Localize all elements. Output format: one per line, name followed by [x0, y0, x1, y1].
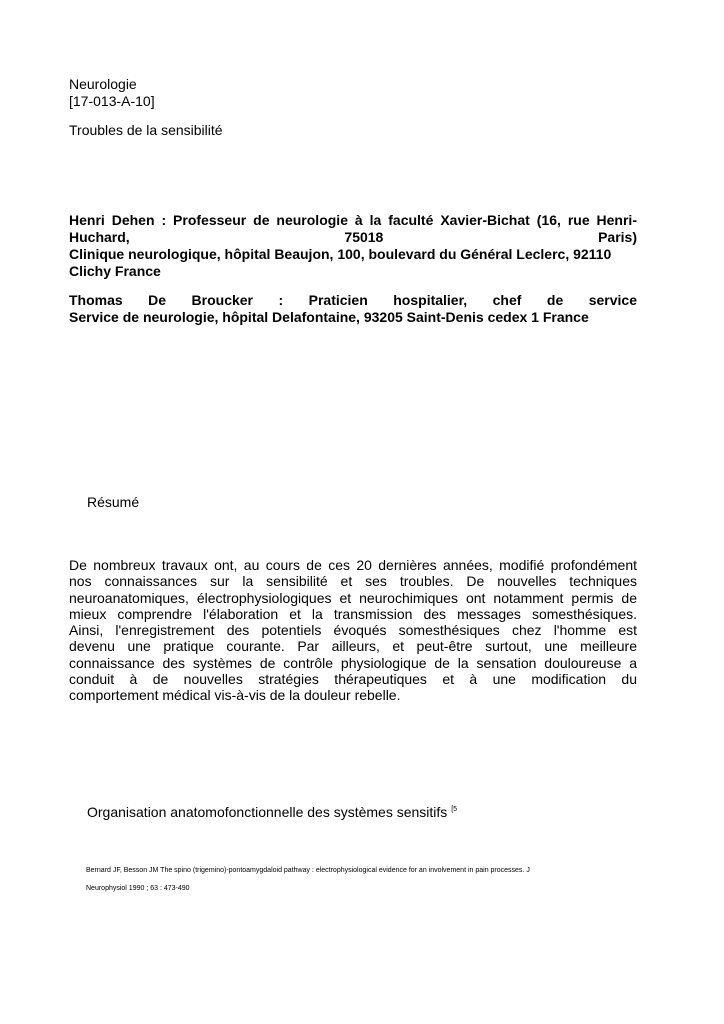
- author-2-line-1: Thomas De Broucker : Praticien hospitalier, chef de service: [69, 292, 637, 308]
- specialty-label: Neurologie: [69, 76, 137, 92]
- footnote-marker[interactable]: [5: [451, 806, 458, 813]
- article-code: [17-013-A-10]: [69, 93, 155, 109]
- reference-line-2: Neurophysiol 1990 ; 63 : 473-490: [86, 885, 190, 892]
- summary-line: De nombreux travaux ont, au cours de ces 20 dernières années, modifié profondément: [69, 557, 637, 573]
- summary-line: mieux comprendre l'élaboration et la transmission des messages somesthésiques.: [69, 605, 637, 622]
- summary-paragraph: [69, 557, 637, 704]
- author-1-line-1: Henri Dehen : Professeur de neurologie à la faculté Xavier-Bichat (16, rue Henri-: [69, 212, 637, 228]
- author-1-line-3: Clinique neurologique, hôpital Beaujon, 100, boulevard du Général Leclerc, 92110: [69, 246, 612, 262]
- author-1-line-4: Clichy France: [69, 263, 161, 279]
- section-heading: [87, 802, 457, 820]
- summary-line: comportement médical vis-à-vis de la douleur rebelle.: [69, 687, 401, 704]
- article-title: Troubles de la sensibilité: [69, 122, 223, 138]
- summary-line: devenu une pratique courante. Par ailleurs, et peut-être surtout, une meilleure: [69, 638, 637, 655]
- author-2-line-2: Service de neurologie, hôpital Delafontaine, 93205 Saint-Denis cedex 1 France: [69, 309, 589, 325]
- summary-line: nos connaissances sur la sensibilité et ses troubles. De nouvelles techniques: [69, 573, 637, 590]
- summary-line: connaissance des systèmes de contrôle physiologique de la sensation douloureuse a: [69, 654, 637, 671]
- section-heading-text: Organisation anatomofonctionnelle des systèmes sensitifs: [87, 804, 448, 820]
- author-1-line-2: Huchard, 75018 Paris): [69, 229, 637, 245]
- reference-line-1: Bernard JF, Besson JM The spino (trigemino)-pontoamygdaloid pathway : electrophysiological evidence for an involvement in pain processes. J: [86, 867, 530, 874]
- summary-heading: Résumé: [87, 494, 140, 510]
- summary-line: conduit à de nouvelles stratégies thérapeutiques et à une modification du: [69, 671, 637, 688]
- summary-line: neuroanatomiques, électrophysiologiques et neurochimiques ont notamment permis de: [69, 589, 637, 606]
- summary-line: Ainsi, l'enregistrement des potentiels évoqués somesthésiques chez l'homme est: [69, 622, 637, 639]
